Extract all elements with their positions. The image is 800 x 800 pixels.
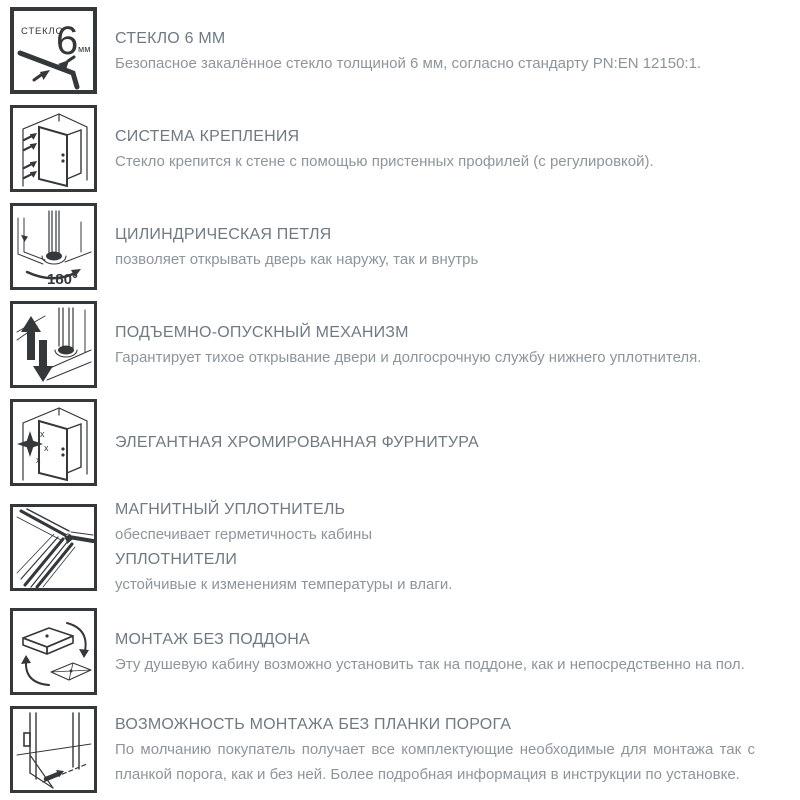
feature-row-glass: [10, 7, 790, 94]
feature-description: Эту душевую кабину возможно установить так на поддоне, как и непосредственно на пол.: [115, 655, 745, 673]
feature-description: Безопасное закалённое стекло толщиной 6 мм, согласно стандарту PN:EN 12150:1.: [115, 54, 702, 72]
feature-text-block: [115, 430, 755, 455]
feature-text-block: [115, 320, 755, 370]
magnetic-seal-icon: [10, 504, 97, 591]
feature-text-block: [115, 124, 755, 174]
feature-text-block: [115, 712, 755, 787]
feature-row-hinge: [10, 203, 790, 290]
feature-row-seal: [10, 497, 790, 597]
lift-lower-icon: [10, 301, 97, 388]
feature-description: устойчивые к изменениям температуры и влаги.: [115, 576, 453, 593]
feature-text-block: [115, 627, 755, 677]
hinge-180-icon: [10, 203, 97, 290]
feature-heading: СТЕКЛО 6 ММ: [115, 29, 226, 47]
feature-row-no-threshold: [10, 706, 790, 793]
glass-icon-unit: мм: [78, 44, 91, 54]
wall-mounting-icon: [10, 105, 97, 192]
feature-row-lift: [10, 301, 790, 388]
feature-text-block: [115, 26, 755, 76]
feature-description: Стекло крепится к стене с помощью пристенных профилей (с регулировкой).: [115, 152, 654, 170]
feature-description: Гарантирует тихое открывание двери и долгосрочную службу нижнего уплотнителя.: [115, 348, 702, 366]
feature-description: обеспечивает герметичность кабины: [115, 526, 373, 543]
glass-icon-number: 6: [56, 19, 79, 63]
feature-row-no-tray: [10, 608, 790, 695]
glass-icon-label: СТЕКЛО: [21, 26, 64, 37]
feature-row-mounting: [10, 105, 790, 192]
feature-description: По молчанию покупатель получает все комплектующие необходимые для монтажа так с планкой порога, как и без ней. Более подробная информация в инструкции по установке.: [115, 741, 755, 783]
feature-heading: ЭЛЕГАНТНАЯ ХРОМИРОВАННАЯ ФУРНИТУРА: [115, 434, 479, 451]
feature-row-chrome: [10, 399, 790, 486]
svg-text:x: x: [36, 455, 41, 465]
feature-heading: УПЛОТНИТЕЛИ: [115, 551, 238, 568]
glass-6mm-icon: [10, 7, 97, 94]
feature-text-block: [115, 222, 755, 272]
no-threshold-icon: [10, 706, 97, 793]
svg-text:x: x: [40, 429, 45, 439]
feature-heading: МАГНИТНЫЙ УПЛОТНИТЕЛЬ: [115, 501, 346, 518]
hinge-angle-label: 180°: [47, 271, 79, 287]
chrome-sparkle-icon: [10, 399, 97, 486]
svg-text:x: x: [44, 443, 49, 453]
feature-description: позволяет открывать дверь как наружу, так и внутрь: [115, 250, 479, 268]
no-tray-icon: [10, 608, 97, 695]
feature-text-block: [115, 497, 755, 597]
feature-heading: ПОДЪЕМНО-ОПУСКНЫЙ МЕХАНИЗМ: [115, 323, 409, 341]
feature-heading: ВОЗМОЖНОСТЬ МОНТАЖА БЕЗ ПЛАНКИ ПОРОГА: [115, 716, 512, 733]
feature-heading: ЦИЛИНДРИЧЕСКАЯ ПЕТЛЯ: [115, 225, 332, 243]
feature-heading: СИСТЕМА КРЕПЛЕНИЯ: [115, 127, 300, 145]
feature-heading: МОНТАЖ БЕЗ ПОДДОНА: [115, 630, 310, 648]
